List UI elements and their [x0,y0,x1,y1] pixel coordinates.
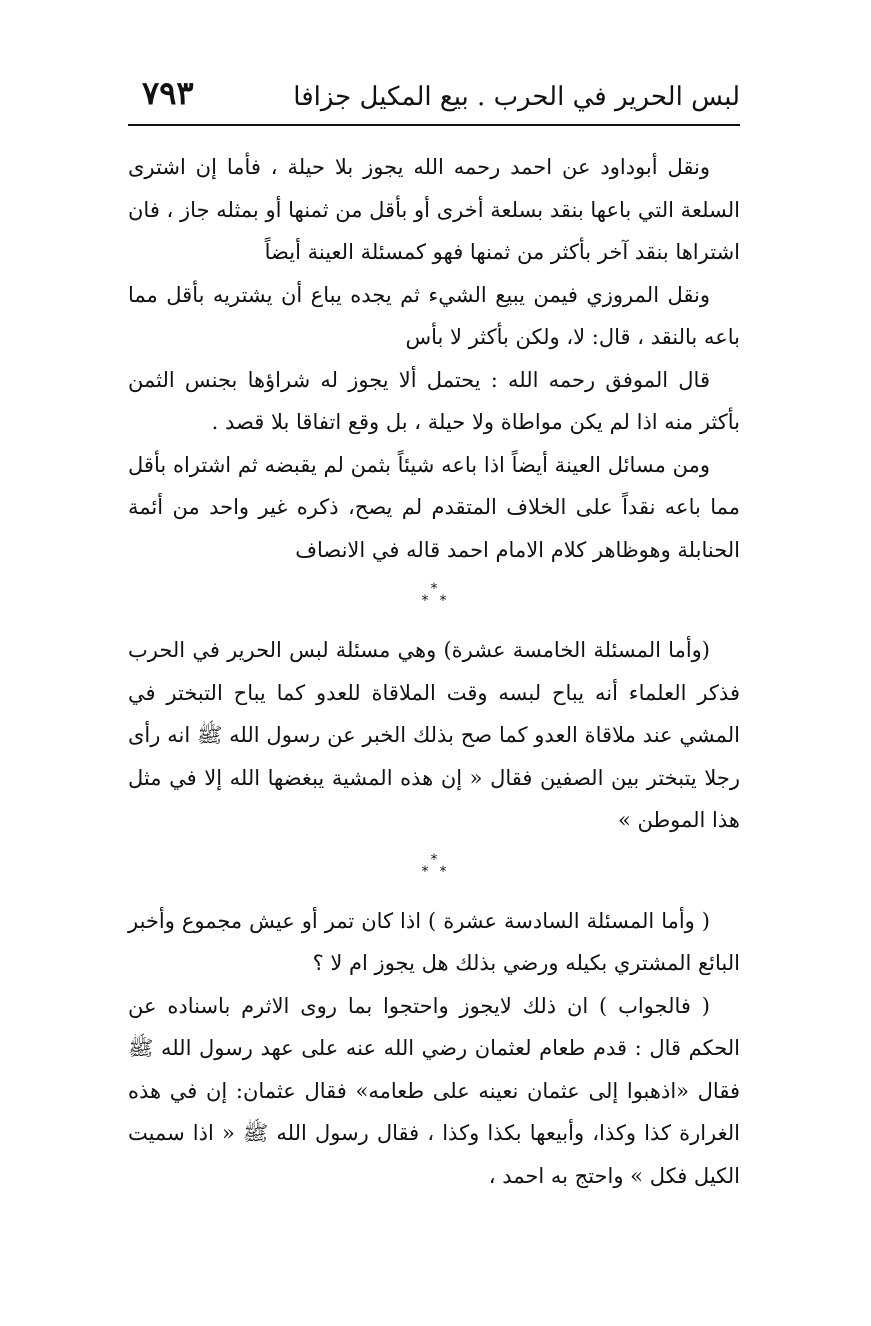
paragraph-2: ونقل المروزي فيمن يبيع الشيء ثم يجده يباع أن يشتريه بأقل مما باعه بالنقد ، قال: لا، ولكن بأكثر لا بأس [128,282,740,349]
body-text [128,146,740,1197]
svg-text:*: * [439,593,447,609]
asterism-icon [420,852,448,882]
paragraph-7: ( فالجواب ) ان ذلك لايجوز واحتجوا بما روى الاثرم باسناده عن الحكم قال : قدم طعام لعثمان رضي الله عنه على عهد رسول الله ﷺ فقال «اذهبوا إلى عثمان نعينه على طعامه» فقال عثمان: إن في هذه الغرارة كذا وكذا، وأبيعها بكذا وكذا ، فقال رسول الله ﷺ « اذا سميت الكيل فكل » واحتج به احمد ، [128,993,740,1188]
paragraph-3: قال الموفق رحمه الله : يحتمل ألا يجوز له شراؤها بجنس الثمن بأكثر منه اذا لم يكن مواطاة ولا حيلة ، بل وقع اتفاقا بلا قصد . [128,367,740,434]
asterism-icon [420,581,448,611]
section-separator [128,571,740,629]
svg-text:*: * [430,581,438,597]
svg-text:*: * [421,863,429,880]
svg-text:*: * [421,593,429,609]
section-separator [128,842,740,900]
running-title: لبس الحرير في الحرب . بيع المكيل جزافا [293,82,740,112]
paragraph-6: ( وأما المسئلة السادسة عشرة ) اذا كان تمر أو عيش مجموع وأخبر البائع المشتري بكيله ورضي بذلك هل يجوز ام لا ؟ [128,908,740,975]
svg-text:*: * [430,851,438,868]
paragraph-4: ومن مسائل العينة أيضاً اذا باعه شيئاً بثمن لم يقبضه ثم اشتراه بأقل مما باعه نقداً على الخلاف المتقدم لم يصح، ذكره غير واحد من أئمة الحنابلة وهوظاهر كلام الامام احمد قاله في الانصاف [128,452,740,562]
page-number: ٧٩٣ [142,74,194,112]
header-rule [128,124,740,126]
paragraph-5: (وأما المسئلة الخامسة عشرة) وهي مسئلة لبس الحرير في الحرب فذكر العلماء أنه يباح لبسه وقت الملاقاة للعدو كما يباح التبختر في المشي عند ملاقاة العدو كما صح بذلك الخبر عن رسول الله ﷺ انه رأى رجلا يتبختر بين الصفين فقال « إن هذه المشية يبغضها الله إلا في مثل هذا الموطن » [128,638,740,832]
paragraph-1: ونقل أبوداود عن احمد رحمه الله يجوز بلا حيلة ، فأما إن اشترى السلعة التي باعها بنقد بسلعة أخرى أو بأقل من ثمنها أو بمثله جاز ، فان اشتراها بنقد آخر بأكثر من ثمنها فهو كمسئلة العينة أيضاً [128,155,740,264]
page-header [130,74,740,124]
svg-text:*: * [439,863,447,880]
